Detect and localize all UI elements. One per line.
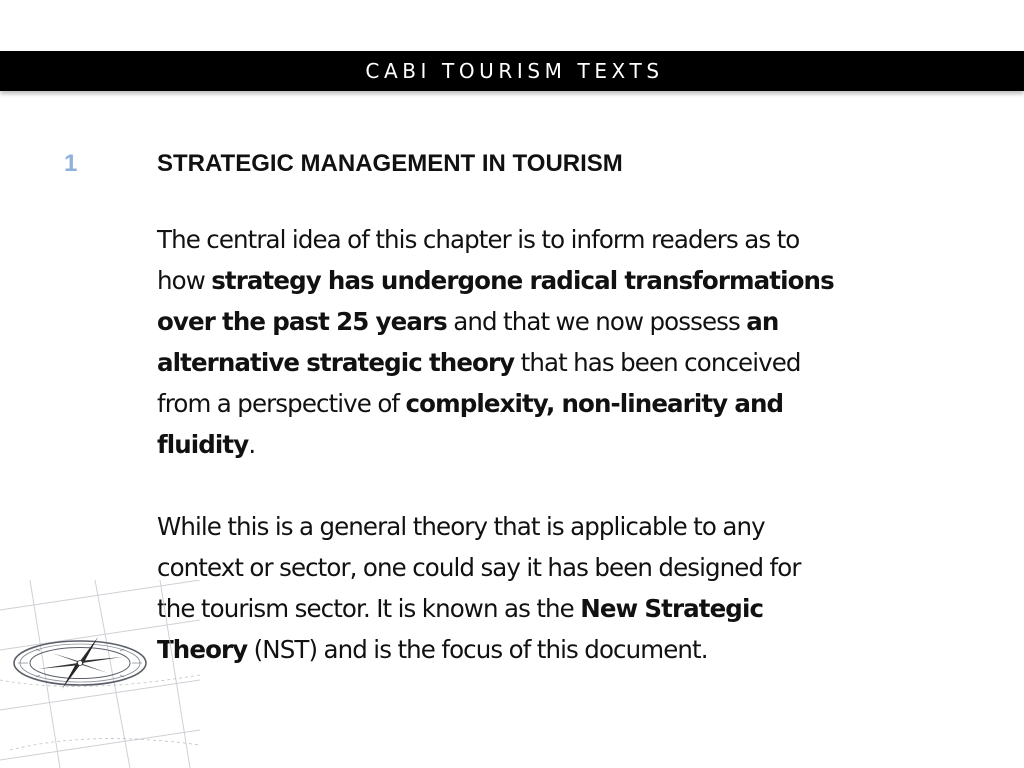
- paragraph-2-line: Theory (NST) and is the focus of this document.: [157, 635, 708, 664]
- chapter-number: 1: [64, 150, 78, 177]
- paragraph-1-line: how strategy has undergone radical transformations: [157, 266, 834, 295]
- paragraph-1-line: fluidity.: [157, 430, 256, 459]
- paragraph-2-line: context or sector, one could say it has been designed for: [157, 553, 801, 582]
- paragraph-2-line: the tourism sector. It is known as the New Strategic: [157, 594, 764, 623]
- chapter-body: [157, 219, 957, 670]
- header-bar: [0, 51, 1024, 91]
- emphasis: Theory: [157, 635, 248, 664]
- paragraph-gap: [157, 465, 957, 506]
- paragraph-1-line: The central idea of this chapter is to inform readers as to: [157, 225, 800, 254]
- emphasis: complexity, non-linearity and: [405, 389, 784, 418]
- compass-rose-icon: [0, 580, 200, 768]
- chapter-title: STRATEGIC MANAGEMENT IN TOURISM: [157, 150, 623, 177]
- paragraph-2-line: While this is a general theory that is applicable to any: [157, 512, 765, 541]
- emphasis: fluidity: [157, 430, 249, 459]
- emphasis: alternative strategic theory: [157, 348, 515, 377]
- emphasis: over the past 25 years: [157, 307, 447, 336]
- paragraph-1-line: alternative strategic theory that has been conceived: [157, 348, 801, 377]
- paragraph-1-line: over the past 25 years and that we now possess an: [157, 307, 779, 336]
- emphasis: strategy has undergone radical transformations: [211, 266, 834, 295]
- emphasis: an: [746, 307, 779, 336]
- emphasis: New Strategic: [580, 594, 764, 623]
- header-title: CABI TOURISM TEXTS: [365, 59, 664, 83]
- paragraph-1-line: from a perspective of complexity, non-linearity and: [157, 389, 784, 418]
